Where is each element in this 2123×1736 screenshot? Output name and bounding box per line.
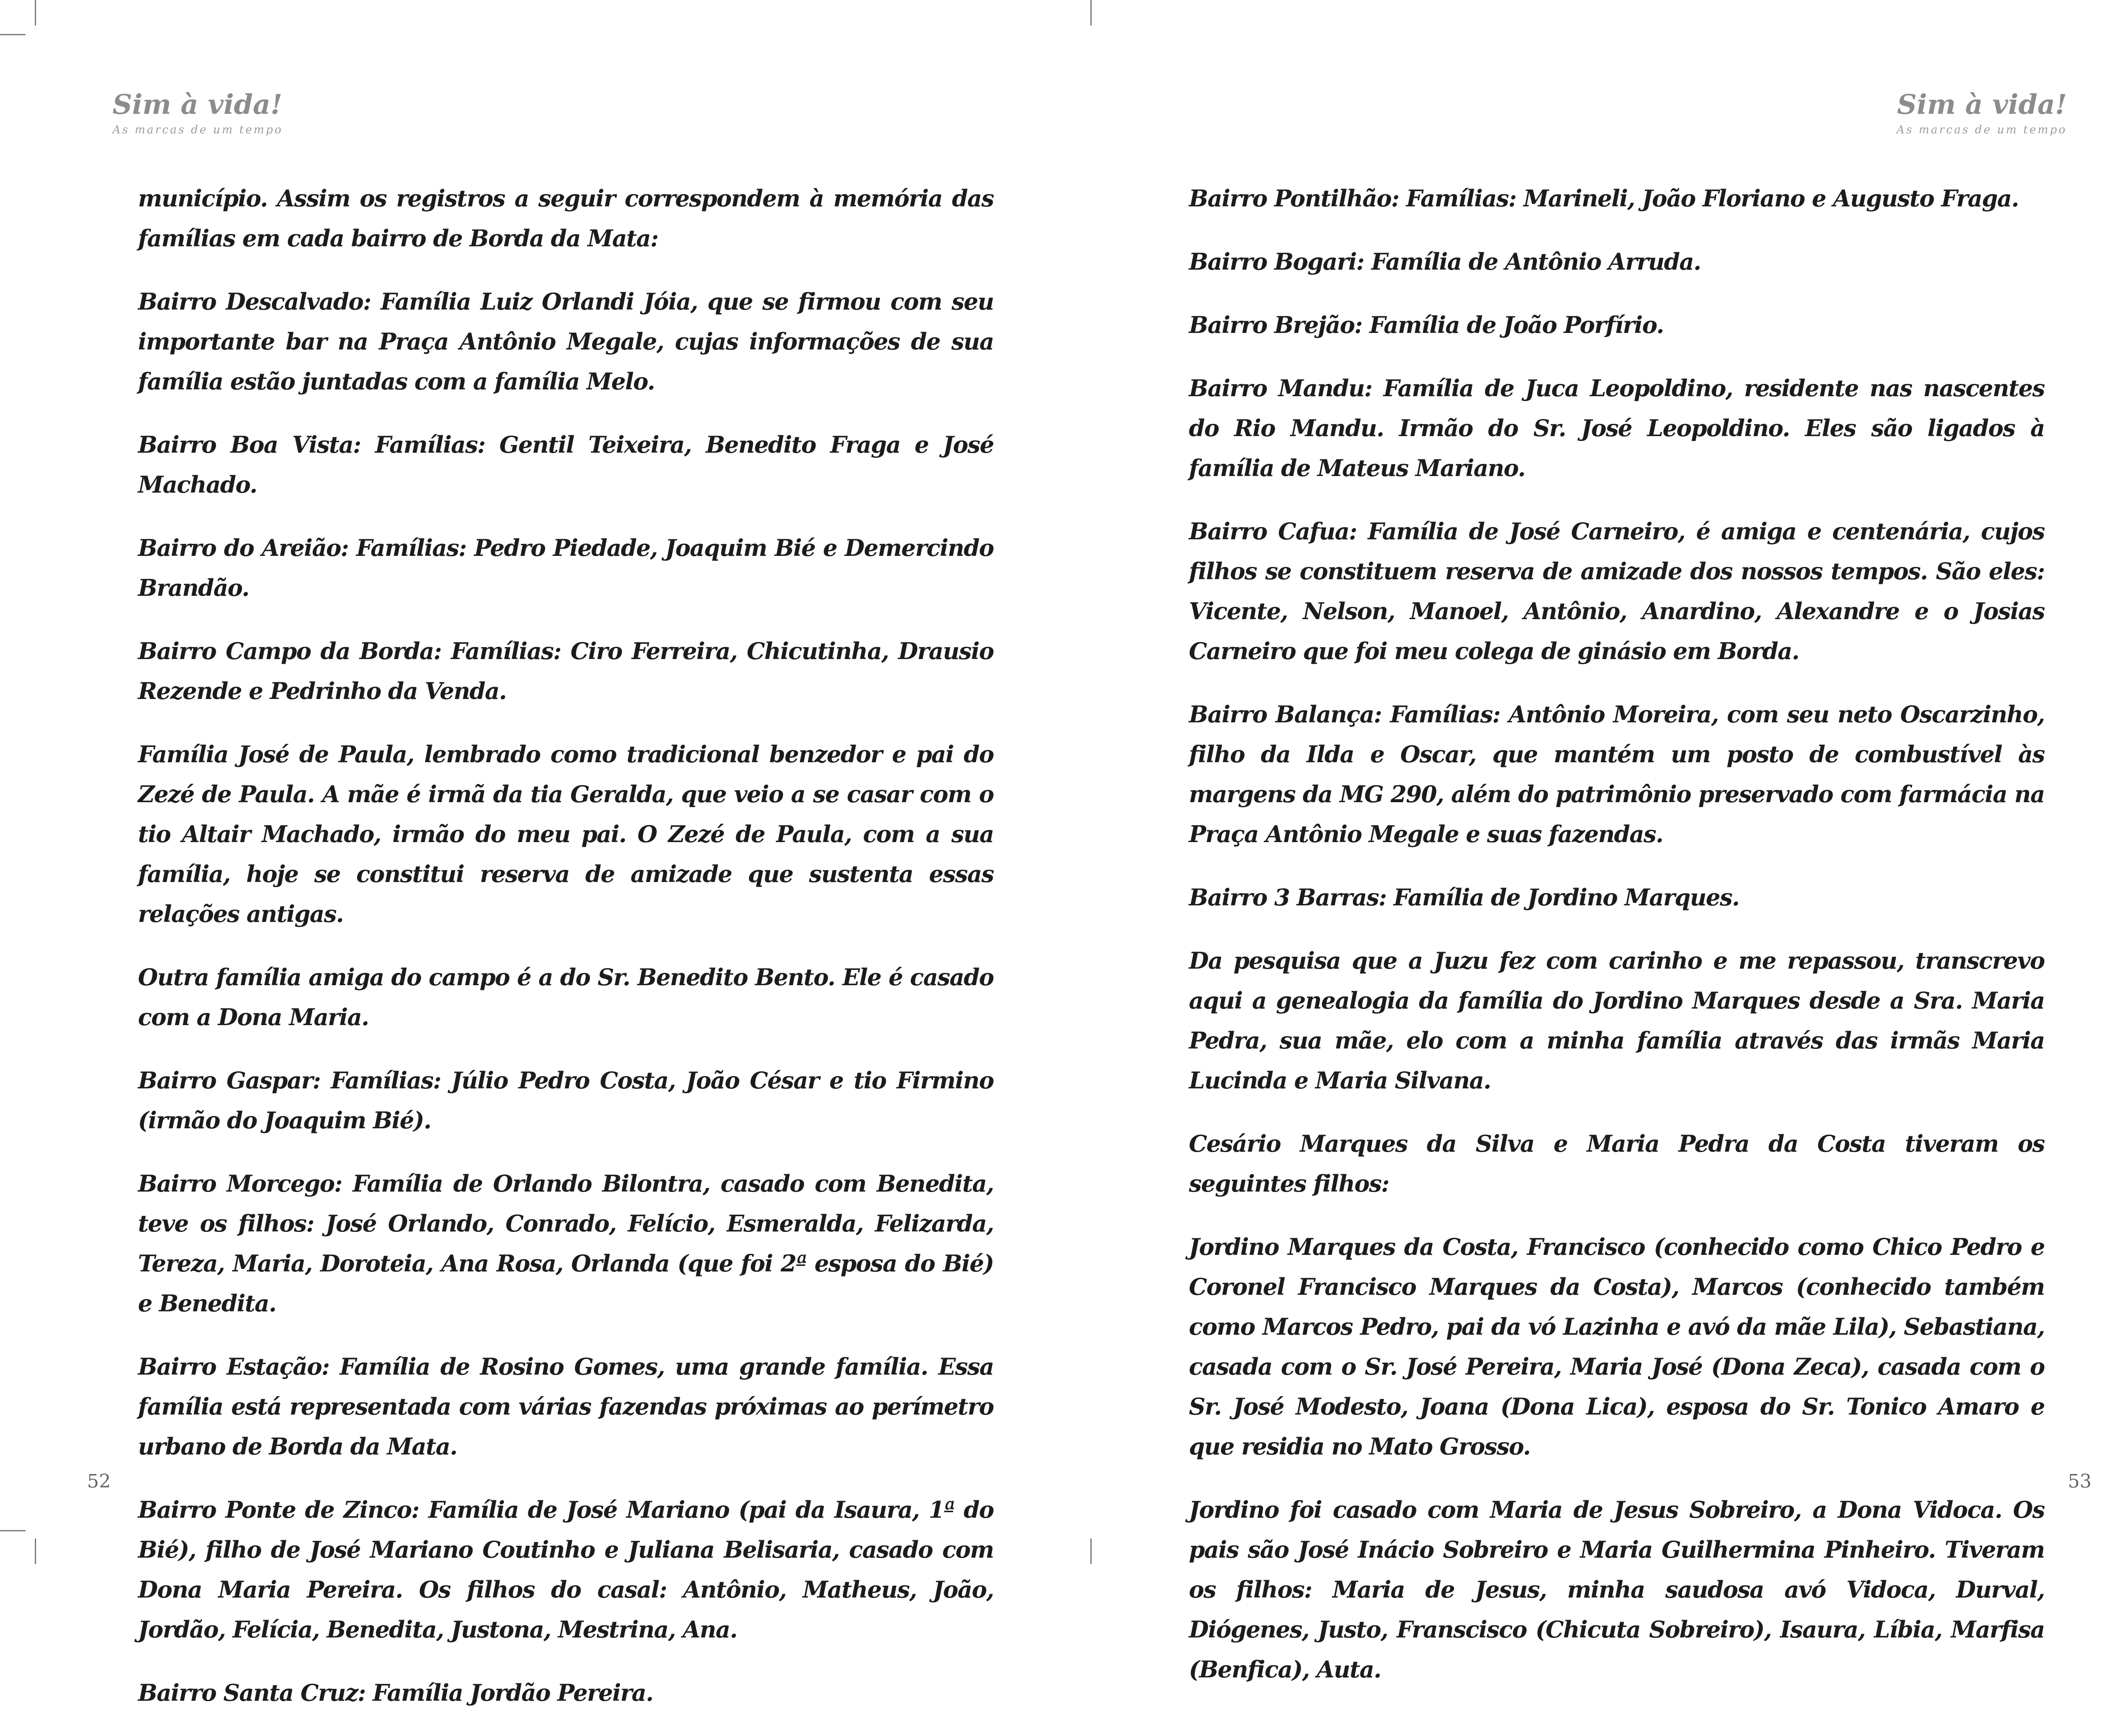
page-number: 53 <box>2068 1471 2092 1492</box>
paragraph: Bairro Mandu: Família de Juca Leopoldino, residente nas nascentes do Rio Mandu. Irmão do Sr. José Leopoldino. Eles são ligados à família de Mateus Mariano. <box>1189 375 2044 482</box>
book-subtitle: As marcas de um tempo <box>113 124 283 136</box>
paragraph: Bairro do Areião: Famílias: Pedro Piedade, Joaquim Bié e Demercindo Brandão. <box>138 534 994 601</box>
paragraph: Bairro Estação: Família de Rosino Gomes, uma grande família. Essa família está representada com várias fazendas próximas ao perímetro urbano de Borda da Mata. <box>138 1353 994 1460</box>
paragraph: município. Assim os registros a seguir correspondem à memória das famílias em cada bairro de Borda da Mata: <box>138 185 994 252</box>
crop-mark <box>0 34 25 35</box>
book-title: Sim à vida! <box>1897 89 2067 121</box>
crop-mark <box>1090 0 1092 25</box>
crop-mark <box>35 1539 36 1564</box>
paragraph: Bairro Morcego: Família de Orlando Bilontra, casado com Benedita, teve os filhos: José Orlando, Conrado, Felício, Esmeralda, Felizarda, Tereza, Maria, Doroteia, Ana Rosa, Orlanda (que foi 2ª esposa do Bié) e Benedita. <box>138 1170 994 1317</box>
paragraph: Outra família amiga do campo é a do Sr. Benedito Bento. Ele é casado com a Dona Maria. <box>138 964 994 1031</box>
book-subtitle: As marcas de um tempo <box>1896 124 2067 136</box>
paragraph: Bairro Bogari: Família de Antônio Arruda. <box>1189 248 1701 275</box>
paragraph: Bairro Santa Cruz: Família Jordão Pereira. <box>138 1679 653 1706</box>
paragraph: Bairro Ponte de Zinco: Família de José Mariano (pai da Isaura, 1ª do Bié), filho de José Mariano Coutinho e Juliana Belisaria, casado com Dona Maria Pereira. Os filhos do casal: Antônio, Matheus, João, Jordão, Felícia, Benedita, Justona, Mestrina, Ana. <box>138 1496 994 1643</box>
paragraph: Bairro Campo da Borda: Famílias: Ciro Ferreira, Chicutinha, Drausio Rezende e Pedrinho da Venda. <box>138 637 994 705</box>
paragraph: Bairro Boa Vista: Famílias: Gentil Teixeira, Benedito Fraga e José Machado. <box>138 431 994 498</box>
paragraph: Bairro Brejão: Família de João Porfírio. <box>1189 311 1664 338</box>
crop-mark <box>35 0 36 25</box>
paragraph: Família José de Paula, lembrado como tradicional benzedor e pai do Zezé de Paula. A mãe é irmã da tia Geralda, que veio a se casar com o tio Altair Machado, irmão do meu pai. O Zezé de Paula, com a sua família, hoje se constitui reserva de amizade que sustenta essas relações antigas. <box>138 741 994 927</box>
paragraph: Bairro Balança: Famílias: Antônio Moreira, com seu neto Oscarzinho, filho da Ilda e Oscar, que mantém um posto de combustível às margens da MG 290, além do patrimônio preservado com farmácia na Praça Antônio Megale e suas fazendas. <box>1189 701 2044 848</box>
paragraph: Bairro Gaspar: Famílias: Júlio Pedro Costa, João César e tio Firmino (irmão do Joaquim Bié). <box>138 1067 994 1134</box>
paragraph: Bairro 3 Barras: Família de Jordino Marques. <box>1189 884 1740 911</box>
crop-mark <box>1090 1539 1092 1564</box>
paragraph: Bairro Pontilhão: Famílias: Marineli, João Floriano e Augusto Fraga. <box>1189 185 2019 212</box>
body-text <box>138 178 994 1736</box>
body-text <box>1189 178 2044 1713</box>
book-title: Sim à vida! <box>113 89 283 121</box>
page-number: 52 <box>87 1471 111 1492</box>
paragraph: Jordino Marques da Costa, Francisco (conhecido como Chico Pedro e Coronel Francisco Marques da Costa), Marcos (conhecido também como Marcos Pedro, pai da vó Lazinha e avó da mãe Lila), Sebastiana, casada com o Sr. José Pereira, Maria José (Dona Zeca), casada com o Sr. José Modesto, Joana (Dona Lica), esposa do Sr. Tonico Amaro e que residia no Mato Grosso. <box>1189 1233 2044 1460</box>
paragraph: Da pesquisa que a Juzu fez com carinho e me repassou, transcrevo aqui a genealogia da família do Jordino Marques desde a Sra. Maria Pedra, sua mãe, elo com a minha família através das irmãs Maria Lucinda e Maria Silvana. <box>1189 947 2044 1094</box>
crop-mark <box>0 1530 25 1531</box>
paragraph: Cesário Marques da Silva e Maria Pedra da Costa tiveram os seguintes filhos: <box>1189 1130 2044 1197</box>
right-page <box>1090 0 2123 1683</box>
running-header <box>1897 91 2067 136</box>
paragraph: Bairro Descalvado: Família Luiz Orlandi Jóia, que se firmou com seu importante bar na Praça Antônio Megale, cujas informações de sua família estão juntadas com a família Melo. <box>138 288 994 395</box>
paragraph: Jordino foi casado com Maria de Jesus Sobreiro, a Dona Vidoca. Os pais são José Inácio Sobreiro e Maria Guilhermina Pinheiro. Tiveram os filhos: Maria de Jesus, minha saudosa avó Vidoca, Durval, Diógenes, Justo, Franscisco (Chicuta Sobreiro), Isaura, Líbia, Marfisa (Benfica), Auta. <box>1189 1496 2044 1683</box>
paragraph: Bairro Cafua: Família de José Carneiro, é amiga e centenária, cujos filhos se constituem reserva de amizade dos nossos tempos. São eles: Vicente, Nelson, Manoel, Antônio, Anardino, Alexandre e o Josias Carneiro que foi meu colega de ginásio em Borda. <box>1189 518 2044 665</box>
running-header <box>113 91 283 136</box>
